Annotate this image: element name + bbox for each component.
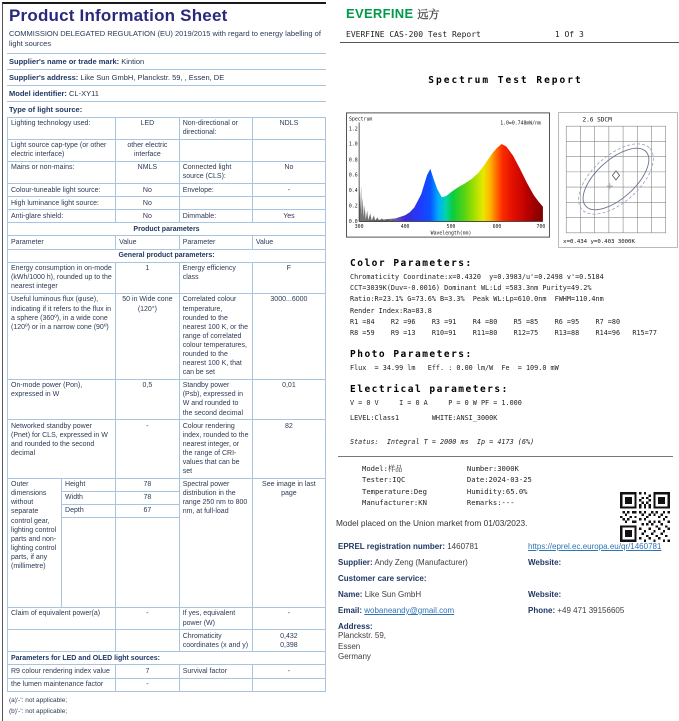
everfine-logo-chinese: 远方 bbox=[417, 8, 440, 21]
model-info-left-column bbox=[362, 463, 427, 509]
report-header bbox=[340, 30, 679, 43]
value-cell: 0,5 bbox=[116, 379, 180, 419]
footnotes bbox=[7, 692, 326, 721]
param-cell bbox=[179, 139, 252, 161]
param-cell bbox=[179, 197, 252, 210]
table-row bbox=[8, 420, 326, 479]
value-cell: - bbox=[252, 184, 325, 197]
param-cell: the lumen maintenance factor bbox=[8, 678, 116, 691]
y-tick: 0.2 bbox=[348, 204, 358, 210]
x-axis-title: Wavelength(nm) bbox=[430, 231, 472, 237]
value-cell: 1 bbox=[116, 262, 180, 293]
param-cell bbox=[179, 678, 252, 691]
name-row bbox=[338, 590, 679, 599]
eprel-link[interactable]: https://eprel.ec.europa.eu/qr/1460781 bbox=[528, 541, 662, 551]
table-row bbox=[8, 607, 326, 629]
address-line: Essen bbox=[338, 641, 361, 651]
number-line: Number:3000K bbox=[466, 463, 519, 473]
value-cell: LED bbox=[116, 117, 180, 139]
empty-cell bbox=[62, 517, 116, 607]
date-line: Date:2024-03-25 bbox=[466, 475, 532, 485]
sdcm-label: 2.6 SDCM bbox=[582, 116, 612, 124]
parameters-table bbox=[7, 117, 326, 692]
customer-care-row bbox=[338, 574, 679, 583]
param-cell: R9 colour rendering index value bbox=[8, 665, 116, 678]
table-row bbox=[8, 236, 326, 249]
address-label: Address: bbox=[338, 621, 373, 631]
remarks-line: Remarks:--- bbox=[466, 498, 515, 508]
report-header-title: EVERFINE CAS-200 Test Report bbox=[346, 30, 481, 39]
table-row bbox=[8, 665, 326, 678]
table-row bbox=[8, 249, 326, 262]
footnote-b: (b)'-': not applicable; bbox=[9, 708, 68, 716]
scale-annotation: 1.0=0.748mW/nm bbox=[500, 121, 541, 127]
param-cell: Useful luminous flux (φuse), indicating if it refers to the flux in a sphere (360º), in a wide cone (120º) or in a narrow cone (90º) bbox=[8, 293, 116, 379]
column-header: Value bbox=[116, 236, 180, 249]
photo-parameters-heading: Photo Parameters: bbox=[350, 349, 473, 361]
value-cell: - bbox=[116, 607, 180, 629]
table-row bbox=[8, 678, 326, 691]
value-cell: No bbox=[252, 161, 325, 183]
param-cell: Colour-tuneable light source: bbox=[8, 184, 116, 197]
address-line: Planckstr. 59, bbox=[338, 630, 387, 640]
value-cell: 7 bbox=[116, 665, 180, 678]
chromaticity-x: 0,432 bbox=[280, 632, 298, 640]
value-cell: No bbox=[116, 184, 180, 197]
value-cell: 0,01 bbox=[252, 379, 325, 419]
empty-cell bbox=[8, 630, 116, 652]
outer-dimensions-label: Outer dimensions without separate control gear, lighting control parts and non-lighting control parts, if any (millimetre) bbox=[8, 478, 62, 607]
supplier-name-value: Kintion bbox=[121, 56, 145, 66]
phone-label: Phone: bbox=[528, 605, 556, 615]
table-row bbox=[8, 210, 326, 223]
email-row bbox=[338, 606, 679, 615]
dimension-name: Height bbox=[62, 478, 116, 491]
supplier-row bbox=[338, 558, 679, 567]
email-link[interactable]: wobaneandy@gmail.com bbox=[364, 605, 455, 615]
eprel-number: 1460781 bbox=[447, 541, 479, 551]
value-cell: No bbox=[116, 197, 180, 210]
phone-value: +49 471 39156605 bbox=[557, 605, 625, 615]
param-cell: Standby power (Psb), expressed in W and rounded to the second decimal bbox=[179, 379, 252, 419]
model-identifier-value: CL-XY11 bbox=[69, 88, 99, 98]
table-row bbox=[8, 117, 326, 139]
dimension-name: Width bbox=[62, 491, 116, 504]
y-tick: 1.0 bbox=[348, 142, 358, 148]
type-of-light-source-row bbox=[7, 102, 326, 117]
supplier-name-row bbox=[7, 54, 326, 70]
color-parameters-heading: Color Parameters: bbox=[350, 258, 473, 269]
photo-param-line: Flux = 34.99 lm Eff. : 0.00 lm/W Fe = 109.0 mW bbox=[350, 364, 559, 373]
value-cell: 82 bbox=[252, 420, 325, 479]
value-cell: - bbox=[252, 607, 325, 629]
charts-row bbox=[346, 112, 679, 248]
x-tick: 600 bbox=[492, 225, 502, 231]
temperature-line: Temperature:Deg bbox=[362, 486, 427, 496]
union-market-statement: Model placed on the Union market from 01/03/2023. bbox=[336, 517, 528, 528]
website-label: Website: bbox=[528, 589, 562, 599]
spectrum-chart bbox=[346, 112, 550, 238]
y-tick: 1.2 bbox=[348, 127, 358, 133]
value-cell: 50 in Wide cone (120°) bbox=[116, 293, 180, 379]
type-of-light-source-label: Type of light source: bbox=[9, 104, 83, 114]
dimension-value: 78 bbox=[116, 478, 180, 491]
value-cell bbox=[252, 630, 325, 652]
x-tick: 700 bbox=[536, 225, 546, 231]
table-row bbox=[8, 379, 326, 419]
param-cell: Mains or non-mains: bbox=[8, 161, 116, 183]
page-number: 1 Of 3 bbox=[554, 30, 584, 39]
param-cell: Claim of equivalent power(a) bbox=[8, 607, 116, 629]
eprel-section bbox=[338, 542, 679, 663]
value-cell: Yes bbox=[252, 210, 325, 223]
param-cell: Envelope: bbox=[179, 184, 252, 197]
table-row-outer-dimensions bbox=[8, 478, 326, 491]
manufacturer-line: Manufacturer:KN bbox=[362, 498, 427, 508]
model-line: Model:样品 bbox=[362, 463, 403, 473]
table-row bbox=[8, 630, 326, 652]
param-cell: Lighting technology used: bbox=[8, 117, 116, 139]
param-cell: Correlated colour temperature, rounded to the nearest 100 K, or the range of correlated colour temperatures, rounded to the nearest 100 K, that can be set bbox=[179, 293, 252, 379]
footnote-a: (a)'-': not applicable; bbox=[9, 696, 68, 704]
electrical-param-line: LEVEL:Class1 WHITE:ANSI_3000K bbox=[350, 413, 498, 422]
color-param-line: Render Index:Ra=83.8 bbox=[350, 306, 432, 315]
value-cell bbox=[252, 197, 325, 210]
y-tick: 0.6 bbox=[348, 173, 358, 179]
value-cell: - bbox=[116, 420, 180, 479]
table-row bbox=[8, 293, 326, 379]
humidity-line: Humidity:65.0% bbox=[466, 486, 528, 496]
cri-values-line: R1 =84 R2 =96 R3 =91 R4 =80 R5 =85 R6 =95 R7 =80 bbox=[350, 317, 621, 326]
section-header-general-parameters: General product parameters: bbox=[8, 249, 326, 262]
product-information-sheet bbox=[2, 2, 326, 721]
param-cell: Energy efficiency class bbox=[179, 262, 252, 293]
value-cell: See image in last page bbox=[252, 478, 325, 607]
status-line: Status: Integral T = 2000 ms Ip = 4173 (6%) bbox=[350, 437, 535, 446]
value-cell: F bbox=[252, 262, 325, 293]
model-identifier-row bbox=[7, 86, 326, 102]
section-header-led-oled: Parameters for LED and OLED light sources: bbox=[8, 652, 326, 665]
table-row bbox=[8, 139, 326, 161]
eprel-registration-row bbox=[338, 542, 679, 551]
y-tick: 0.0 bbox=[348, 219, 358, 225]
value-cell bbox=[252, 678, 325, 691]
param-cell: Light source cap-type (or other electric interface) bbox=[8, 139, 116, 161]
website-label: Website: bbox=[528, 557, 562, 567]
value-cell bbox=[252, 139, 325, 161]
value-cell: 3000...6000 bbox=[252, 293, 325, 379]
value-cell: - bbox=[116, 678, 180, 691]
param-cell: Survival factor bbox=[179, 665, 252, 678]
qr-code bbox=[620, 492, 670, 542]
everfine-logo bbox=[346, 6, 679, 22]
table-row bbox=[8, 184, 326, 197]
electrical-parameters-heading: Electrical parameters: bbox=[350, 384, 509, 396]
table-row bbox=[8, 262, 326, 293]
x-tick: 400 bbox=[400, 225, 410, 231]
electrical-param-line: V = 0 V I = 0 A P = 0 W PF = 1.000 bbox=[350, 399, 522, 408]
param-cell: On-mode power (Pon), expressed in W bbox=[8, 379, 116, 419]
diagram-border bbox=[559, 113, 678, 248]
value-cell: NDLS bbox=[252, 117, 325, 139]
param-cell: Connected light source (CLS): bbox=[179, 161, 252, 183]
name-label: Name: bbox=[338, 589, 363, 599]
param-cell: Chromaticity coordinates (x and y) bbox=[179, 630, 252, 652]
table-row bbox=[8, 652, 326, 665]
chromaticity-coords: x=0.434 y=0.403 3000K bbox=[563, 238, 635, 245]
dimension-name: Depth bbox=[62, 504, 116, 517]
model-info-right-column bbox=[467, 463, 532, 509]
column-header: Value bbox=[252, 236, 325, 249]
chromaticity-y: 0,398 bbox=[280, 641, 298, 649]
tester-line: Tester:IQC bbox=[362, 475, 406, 485]
y-tick: 0.4 bbox=[348, 189, 358, 195]
param-cell: Anti-glare shield: bbox=[8, 210, 116, 223]
color-param-line: CCT=3039K(Duv=-0.0016) Dominant WL:Ld =583.3nm Purity=49.2% bbox=[350, 284, 592, 293]
value-cell: - bbox=[252, 665, 325, 678]
address-line: Germany bbox=[338, 652, 371, 662]
cri-values-line: R8 =59 R9 =13 R10=91 R11=80 R12=75 R13=88 R14=96 R15=77 bbox=[350, 329, 657, 338]
everfine-logo-text: EVERFINE bbox=[346, 6, 414, 21]
supplier-label: Supplier: bbox=[338, 557, 373, 567]
customer-care-label: Customer care service: bbox=[338, 573, 427, 583]
supplier-address-row bbox=[7, 70, 326, 86]
param-cell: Spectral power distribution in the range 250 nm to 800 nm, at full-load bbox=[179, 478, 252, 607]
param-cell: Dimmable: bbox=[179, 210, 252, 223]
address-row bbox=[338, 622, 679, 663]
param-cell: If yes, equivalent power (W) bbox=[179, 607, 252, 629]
page-title: Product Information Sheet bbox=[9, 6, 228, 25]
eprel-label: EPREL registration number: bbox=[338, 541, 445, 551]
value-cell: NMLS bbox=[116, 161, 180, 183]
x-tick: 300 bbox=[354, 225, 364, 231]
table-row bbox=[8, 197, 326, 210]
empty-cell bbox=[116, 517, 180, 607]
param-cell: Networked standby power (Pnet) for CLS, expressed in W and rounded to the second decimal bbox=[8, 420, 116, 479]
table-row bbox=[8, 161, 326, 183]
param-cell: Non-directional or directional: bbox=[179, 117, 252, 139]
email-label: Email: bbox=[338, 605, 363, 615]
param-cell: Energy consumption in on-mode (kWh/1000 h), rounded up to the nearest integer bbox=[8, 262, 116, 293]
x-tick: 500 bbox=[446, 225, 456, 231]
color-param-line: Ratio:R=23.1% G=73.6% B=3.3% Peak WL:Lp=610.0nm FWHM=110.4nm bbox=[350, 295, 604, 304]
table-row bbox=[8, 223, 326, 236]
y-axis-title: Spectrum bbox=[349, 117, 373, 123]
column-header: Parameter bbox=[8, 236, 116, 249]
report-title: Spectrum Test Report bbox=[428, 75, 583, 86]
name-value: Like Sun GmbH bbox=[364, 589, 422, 599]
empty-cell bbox=[116, 630, 180, 652]
supplier-value: Andy Zeng (Manufacturer) bbox=[374, 557, 468, 567]
value-cell: No bbox=[116, 210, 180, 223]
model-identifier-label: Model identifier: bbox=[9, 88, 67, 98]
supplier-address-value: Like Sun GmbH, Planckstr. 59, , Essen, DE bbox=[80, 72, 225, 82]
param-cell: High luminance light source: bbox=[8, 197, 116, 210]
everfine-test-report bbox=[332, 0, 679, 679]
supplier-address-label: Supplier's address: bbox=[9, 72, 79, 82]
divider bbox=[338, 456, 673, 457]
supplier-name-label: Supplier's name or trade mark: bbox=[9, 56, 120, 66]
column-header: Parameter bbox=[179, 236, 252, 249]
section-header-product-parameters: Product parameters bbox=[8, 223, 326, 236]
regulation-text: COMMISSION DELEGATED REGULATION (EU) 2019/2015 with regard to energy labelling of light sources bbox=[7, 29, 326, 54]
sdcm-diagram bbox=[558, 112, 678, 248]
value-cell: other electric interface bbox=[116, 139, 180, 161]
dimension-value: 67 bbox=[116, 504, 180, 517]
param-cell: Colour rendering index, rounded to the nearest integer, or the range of CRI-values that can be set bbox=[179, 420, 252, 479]
y-tick: 0.8 bbox=[348, 158, 358, 164]
color-param-line: Chromaticity Coordinate:x=0.4320 y=0.3983/u'=0.2498 v'=0.5184 bbox=[350, 273, 604, 281]
dimension-value: 78 bbox=[116, 491, 180, 504]
